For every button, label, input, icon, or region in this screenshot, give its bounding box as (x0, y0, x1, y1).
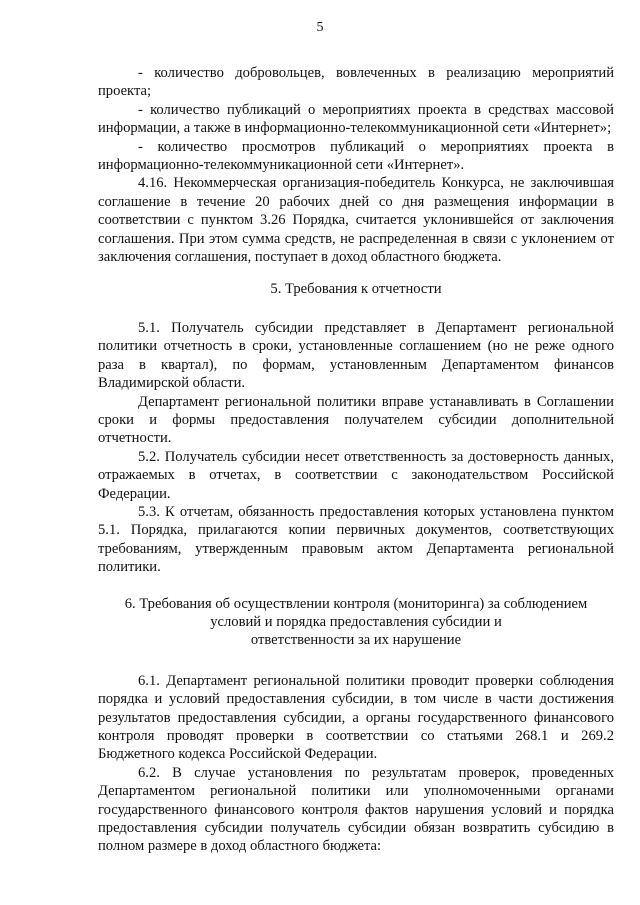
clause-5-1-extra: Департамент региональной политики вправе устанавливать в Соглашении сроки и формы предоставления получателем субсидии дополнительной отчетности. (98, 393, 614, 447)
indicator-volunteers: - количество добровольцев, вовлеченных в реализацию мероприятий проекта; (98, 65, 614, 100)
clause-6-1: 6.1. Департамент региональной политики проводит проверки соблюдения порядка и условий предоставления субсидии, в том числе в части достижения результатов предоставления субсидии, а органы государственного финансового контроля проводят проверки в соответствии со статьями 268.1 и 269.2 Бюджетного кодекса Российской Федерации. (98, 672, 614, 763)
clause-5-1: 5.1. Получатель субсидии представляет в Департамент региональной политики отчетность в сроки, установленные соглашением (но не реже одного раза в квартал), по формам, установленным Департаментом финансов Владимирской области. (98, 319, 614, 392)
clause-6-2: 6.2. В случае установления по результатам проверок, проведенных Департаментом региональной политики или уполномоченными органами государственного финансового контроля фактов нарушения условий и порядка предоставления субсидии получатель субсидии обязан возвратить субсидию в полном размере в доход областного бюджета: (98, 764, 614, 855)
clause-4-16: 4.16. Некоммерческая организация-победитель Конкурса, не заключившая соглашение в течение 20 рабочих дней со дня размещения информации в соответствии с пунктом 3.26 Порядка, считается уклонившейся от заключения соглашения. При этом сумма средств, не распределенная в связи с уклонением от заключения соглашения, поступает в доход областного бюджета. (98, 175, 614, 266)
section-6-title-line-2: условий и порядка предоставления субсидии и (210, 613, 502, 630)
clause-5-2: 5.2. Получатель субсидии несет ответственность за достоверность данных, отражаемых в отчетах, в соответствии с законодательством Российской Федерации. (98, 448, 614, 502)
clause-5-3: 5.3. К отчетам, обязанность предоставления которых установлена пунктом 5.1. Порядка, прилагаются копии первичных документов, соответствующих требованиям, утвержденным правовым актом Департамента региональной политики. (98, 503, 614, 576)
indicator-publications: - количество публикаций о мероприятиях проекта в средствах массовой информации, а также в информационно-телекоммуникационной сети «Интернет»; (98, 101, 614, 137)
indicator-views: - количество просмотров публикаций о мероприятиях проекта в информационно-телекоммуникационной сети «Интернет». (98, 138, 614, 174)
page-number: 5 (316, 20, 324, 35)
section-6-title-line-3: ответственности за их нарушение (250, 632, 462, 649)
section-6-title (98, 595, 614, 650)
document-body (98, 64, 614, 856)
section-6-title-line-1: 6. Требования об осуществлении контроля (мониторинга) за соблюдением (124, 595, 588, 612)
section-5-title: 5. Требования к отчетности (270, 281, 442, 298)
